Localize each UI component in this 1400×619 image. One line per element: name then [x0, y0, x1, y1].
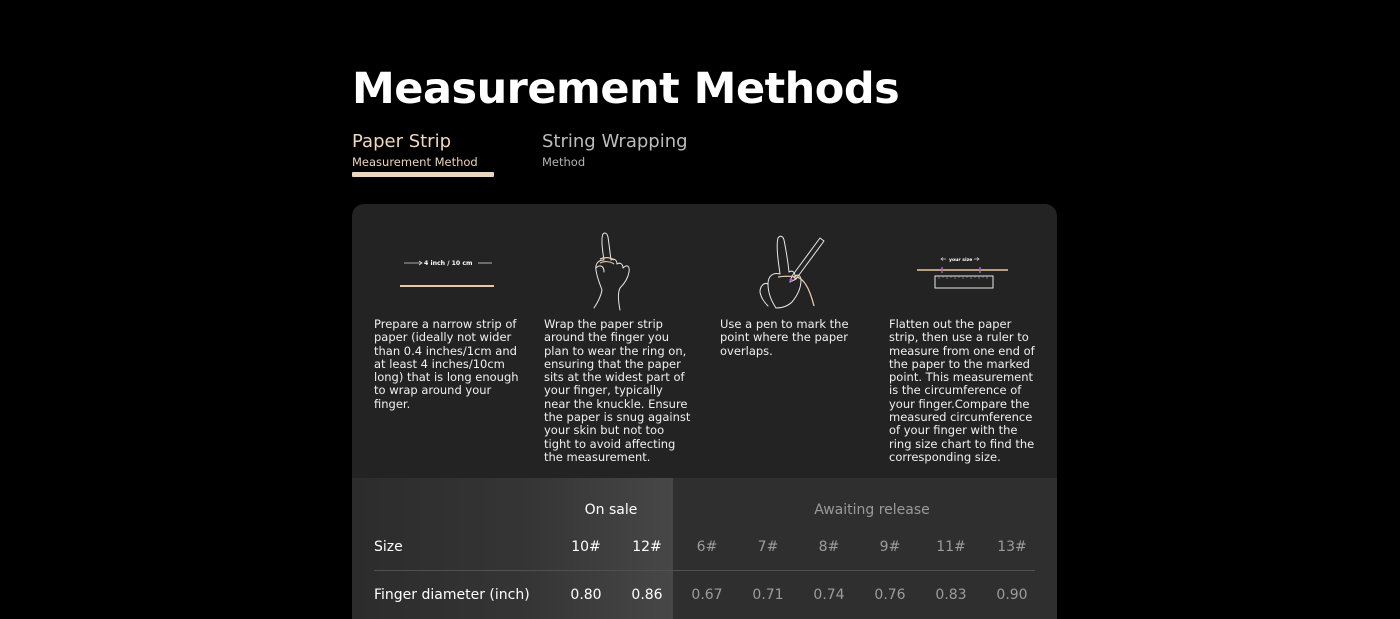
diameter-cell: 0.71	[752, 587, 784, 603]
ring-size-table	[352, 478, 1057, 619]
diameter-cell: 0.76	[874, 587, 906, 603]
size-cell: 9#	[879, 539, 901, 555]
size-cell: 13#	[997, 539, 1027, 555]
tab-string-wrapping[interactable]	[542, 132, 702, 178]
step-3-text: Use a pen to mark the point where the paper overlaps.	[720, 317, 849, 358]
active-tab-underline	[352, 172, 494, 177]
diameter-cell: 0.86	[631, 587, 663, 603]
paper-strip-length-label: 4 inch / 10 cm	[424, 260, 473, 267]
diameter-cell: 0.67	[691, 587, 723, 603]
size-cell: 8#	[818, 539, 840, 555]
diameter-cell: 0.83	[935, 587, 967, 603]
size-cell: 6#	[696, 539, 718, 555]
size-cell: 11#	[936, 539, 966, 555]
diameter-cell: 0.80	[570, 587, 602, 603]
diameter-cell: 0.74	[813, 587, 845, 603]
finger-wrap-icon	[584, 230, 644, 316]
awaiting-release-label: Awaiting release	[814, 502, 930, 518]
size-row-label: Size	[374, 539, 403, 555]
ruler-size-label: your size	[949, 258, 973, 263]
paper-strip-icon	[398, 230, 498, 316]
size-cell: 7#	[757, 539, 779, 555]
size-cell: 12#	[632, 539, 662, 555]
measurement-card	[352, 204, 1057, 619]
tab-string-wrapping-title: String Wrapping	[542, 131, 688, 152]
tab-paper-strip[interactable]	[352, 132, 494, 178]
size-cell: 10#	[571, 539, 601, 555]
step-4-text: Flatten out the paper strip, then use a ruler to measure from one end of the paper to the marked point. This measurement is the circumference of your finger.Compare the measured circumference of your finger with the ring size chart to find the corresponding size.	[889, 317, 1035, 464]
step-2-text: Wrap the paper strip around the finger you plan to wear the ring on, ensuring that the paper sits at the widest part of your finger, typically near the knuckle. Ensure the paper is snug against your skin but not too tight to avoid affecting the measurement.	[544, 317, 691, 464]
diameter-cell: 0.90	[996, 587, 1028, 603]
diameter-row-label: Finger diameter (inch)	[374, 587, 530, 603]
table-divider	[374, 570, 1035, 571]
ruler-icon	[915, 230, 1011, 316]
step-1-text: Prepare a narrow strip of paper (ideally not wider than 0.4 inches/1cm and at least 4 inches/10cm long) that is long enough to wrap around your finger.	[374, 317, 519, 411]
tab-string-wrapping-subtitle: Method	[542, 155, 586, 169]
tab-paper-strip-title: Paper Strip	[352, 131, 452, 152]
tab-paper-strip-subtitle: Measurement Method	[352, 155, 478, 169]
on-sale-label: On sale	[584, 502, 638, 518]
page-title: Measurement Methods	[352, 64, 900, 114]
pen-mark-icon	[748, 230, 832, 316]
pen-mark-dot	[789, 278, 792, 281]
